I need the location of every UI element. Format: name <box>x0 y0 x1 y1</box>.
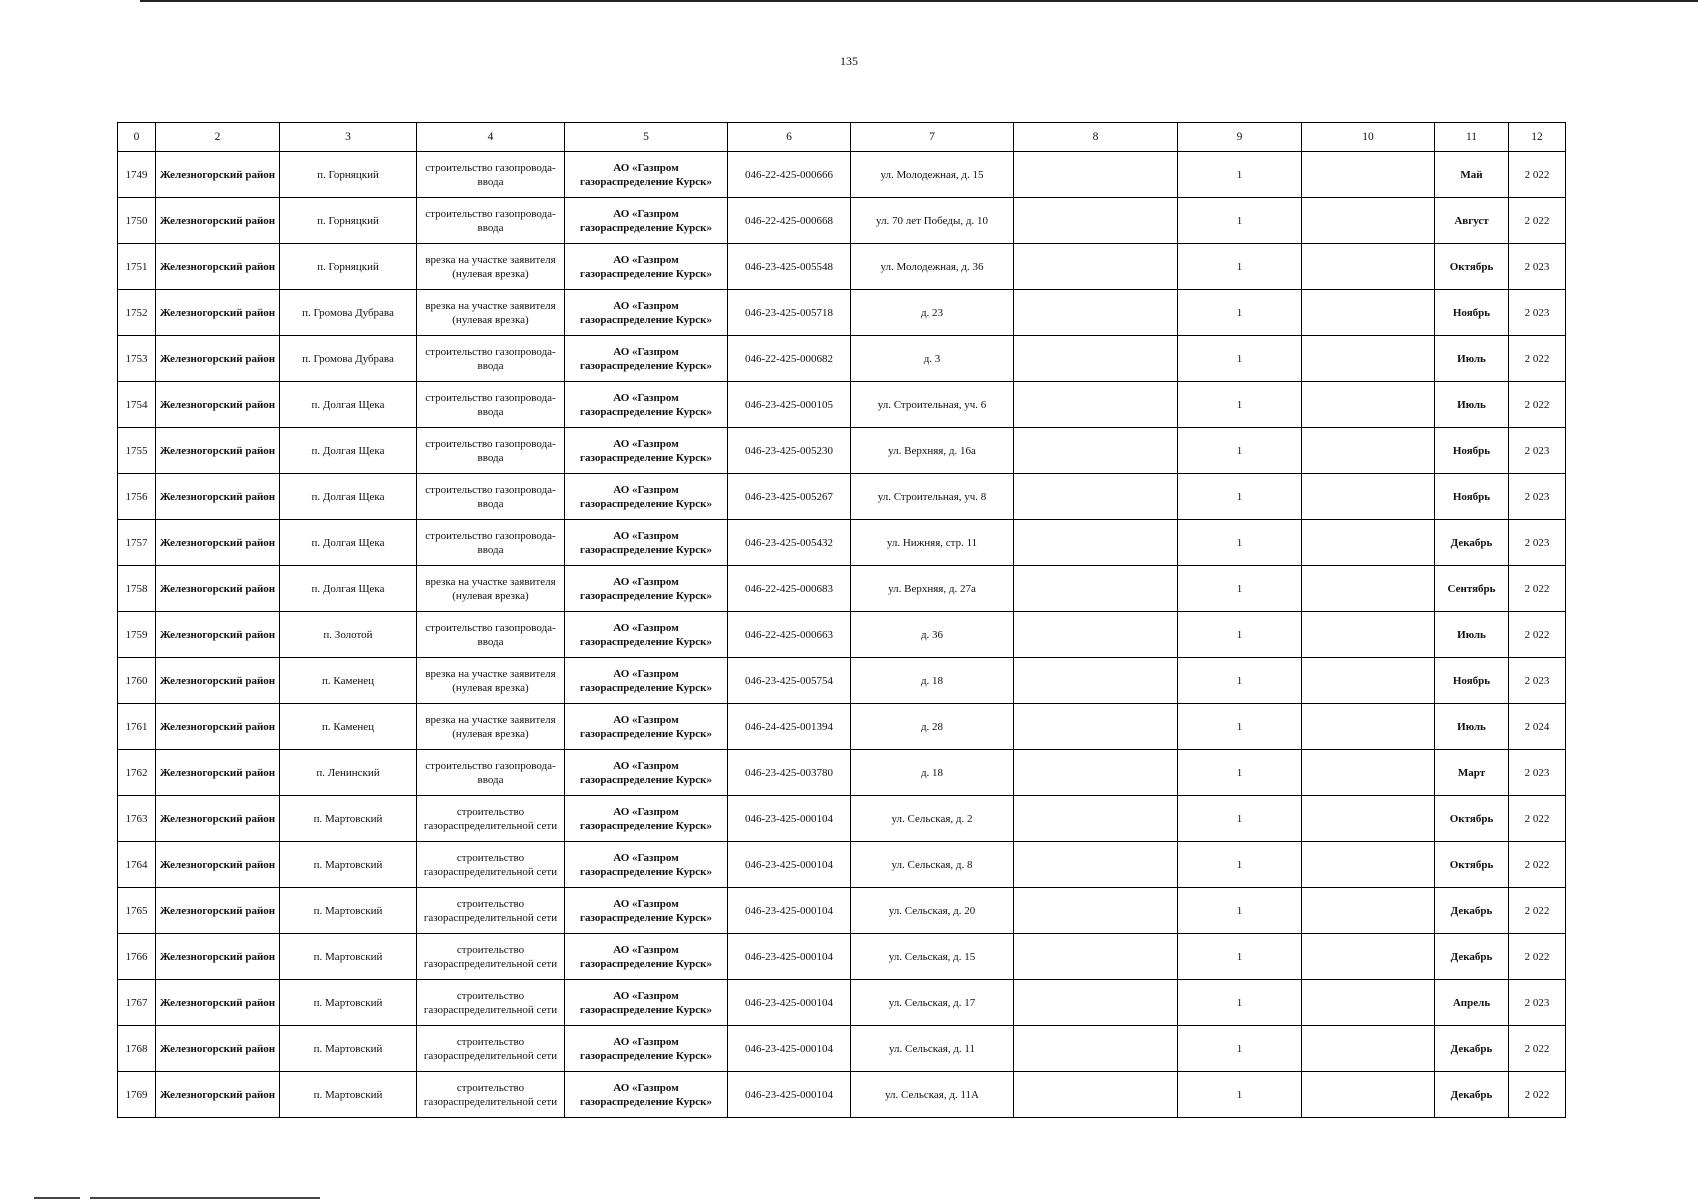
col-10-cell <box>1302 198 1435 244</box>
quantity-cell: 1 <box>1178 566 1302 612</box>
application-number-cell: 046-23-425-000104 <box>728 980 851 1026</box>
col-10-cell <box>1302 888 1435 934</box>
settlement-cell: п. Мартовский <box>280 888 417 934</box>
column-header: 9 <box>1178 123 1302 152</box>
year-cell: 2 023 <box>1509 474 1566 520</box>
month-cell: Декабрь <box>1435 888 1509 934</box>
row-number-cell: 1750 <box>118 198 156 244</box>
col-8-cell <box>1014 336 1178 382</box>
page-number: 135 <box>840 54 858 68</box>
column-header: 7 <box>851 123 1014 152</box>
month-cell: Октябрь <box>1435 842 1509 888</box>
district-cell: Железногорский район <box>156 428 280 474</box>
work-type-cell: строительство газораспределительной сети <box>417 1072 565 1118</box>
col-10-cell <box>1302 842 1435 888</box>
col-8-cell <box>1014 750 1178 796</box>
settlement-cell: п. Каменец <box>280 704 417 750</box>
year-cell: 2 023 <box>1509 428 1566 474</box>
month-cell: Апрель <box>1435 980 1509 1026</box>
col-8-cell <box>1014 796 1178 842</box>
district-cell: Железногорский район <box>156 290 280 336</box>
table-row <box>118 888 1566 934</box>
month-cell: Декабрь <box>1435 1026 1509 1072</box>
work-type-cell: строительство газопровода-ввода <box>417 336 565 382</box>
table-row <box>118 382 1566 428</box>
organization-cell: АО «Газпром газораспределение Курск» <box>565 336 728 382</box>
col-8-cell <box>1014 520 1178 566</box>
col-10-cell <box>1302 658 1435 704</box>
data-table <box>117 122 1566 1118</box>
col-10-cell <box>1302 382 1435 428</box>
district-cell: Железногорский район <box>156 382 280 428</box>
year-cell: 2 022 <box>1509 152 1566 198</box>
year-cell: 2 023 <box>1509 980 1566 1026</box>
top-rule <box>140 0 1698 2</box>
column-header: 10 <box>1302 123 1435 152</box>
settlement-cell: п. Золотой <box>280 612 417 658</box>
table-row <box>118 704 1566 750</box>
col-8-cell <box>1014 888 1178 934</box>
settlement-cell: п. Ленинский <box>280 750 417 796</box>
row-number-cell: 1762 <box>118 750 156 796</box>
address-cell: ул. 70 лет Победы, д. 10 <box>851 198 1014 244</box>
settlement-cell: п. Громова Дубрава <box>280 336 417 382</box>
application-number-cell: 046-22-425-000666 <box>728 152 851 198</box>
work-type-cell: врезка на участке заявителя (нулевая врезка) <box>417 704 565 750</box>
address-cell: ул. Сельская, д. 17 <box>851 980 1014 1026</box>
row-number-cell: 1756 <box>118 474 156 520</box>
work-type-cell: строительство газопровода-ввода <box>417 520 565 566</box>
row-number-cell: 1754 <box>118 382 156 428</box>
col-10-cell <box>1302 244 1435 290</box>
month-cell: Ноябрь <box>1435 428 1509 474</box>
application-number-cell: 046-23-425-000104 <box>728 842 851 888</box>
application-number-cell: 046-22-425-000663 <box>728 612 851 658</box>
quantity-cell: 1 <box>1178 658 1302 704</box>
year-cell: 2 023 <box>1509 244 1566 290</box>
year-cell: 2 024 <box>1509 704 1566 750</box>
quantity-cell: 1 <box>1178 612 1302 658</box>
organization-cell: АО «Газпром газораспределение Курск» <box>565 888 728 934</box>
table-row <box>118 428 1566 474</box>
col-10-cell <box>1302 1026 1435 1072</box>
quantity-cell: 1 <box>1178 1026 1302 1072</box>
application-number-cell: 046-23-425-005432 <box>728 520 851 566</box>
address-cell: ул. Сельская, д. 15 <box>851 934 1014 980</box>
month-cell: Октябрь <box>1435 796 1509 842</box>
district-cell: Железногорский район <box>156 566 280 612</box>
year-cell: 2 022 <box>1509 198 1566 244</box>
col-8-cell <box>1014 428 1178 474</box>
col-10-cell <box>1302 336 1435 382</box>
col-10-cell <box>1302 1072 1435 1118</box>
column-header: 4 <box>417 123 565 152</box>
month-cell: Декабрь <box>1435 934 1509 980</box>
col-10-cell <box>1302 704 1435 750</box>
col-8-cell <box>1014 934 1178 980</box>
district-cell: Железногорский район <box>156 612 280 658</box>
application-number-cell: 046-23-425-000104 <box>728 1072 851 1118</box>
district-cell: Железногорский район <box>156 152 280 198</box>
row-number-cell: 1768 <box>118 1026 156 1072</box>
organization-cell: АО «Газпром газораспределение Курск» <box>565 1072 728 1118</box>
application-number-cell: 046-23-425-000104 <box>728 796 851 842</box>
month-cell: Ноябрь <box>1435 290 1509 336</box>
work-type-cell: врезка на участке заявителя (нулевая врезка) <box>417 658 565 704</box>
address-cell: ул. Строительная, уч. 6 <box>851 382 1014 428</box>
month-cell: Май <box>1435 152 1509 198</box>
year-cell: 2 022 <box>1509 566 1566 612</box>
address-cell: ул. Строительная, уч. 8 <box>851 474 1014 520</box>
col-8-cell <box>1014 244 1178 290</box>
table-row <box>118 658 1566 704</box>
settlement-cell: п. Мартовский <box>280 1072 417 1118</box>
col-10-cell <box>1302 152 1435 198</box>
address-cell: ул. Сельская, д. 8 <box>851 842 1014 888</box>
address-cell: ул. Верхняя, д. 27а <box>851 566 1014 612</box>
address-cell: ул. Сельская, д. 11 <box>851 1026 1014 1072</box>
col-8-cell <box>1014 612 1178 658</box>
row-number-cell: 1769 <box>118 1072 156 1118</box>
quantity-cell: 1 <box>1178 152 1302 198</box>
settlement-cell: п. Мартовский <box>280 980 417 1026</box>
row-number-cell: 1755 <box>118 428 156 474</box>
organization-cell: АО «Газпром газораспределение Курск» <box>565 520 728 566</box>
work-type-cell: врезка на участке заявителя (нулевая врезка) <box>417 290 565 336</box>
organization-cell: АО «Газпром газораспределение Курск» <box>565 152 728 198</box>
application-number-cell: 046-24-425-001394 <box>728 704 851 750</box>
column-header: 0 <box>118 123 156 152</box>
col-8-cell <box>1014 1026 1178 1072</box>
table-row <box>118 474 1566 520</box>
year-cell: 2 023 <box>1509 290 1566 336</box>
settlement-cell: п. Горняцкий <box>280 152 417 198</box>
address-cell: ул. Сельская, д. 20 <box>851 888 1014 934</box>
month-cell: Август <box>1435 198 1509 244</box>
column-header: 8 <box>1014 123 1178 152</box>
col-8-cell <box>1014 704 1178 750</box>
district-cell: Железногорский район <box>156 750 280 796</box>
month-cell: Ноябрь <box>1435 658 1509 704</box>
row-number-cell: 1760 <box>118 658 156 704</box>
table-row <box>118 750 1566 796</box>
quantity-cell: 1 <box>1178 244 1302 290</box>
table-row <box>118 520 1566 566</box>
quantity-cell: 1 <box>1178 382 1302 428</box>
quantity-cell: 1 <box>1178 1072 1302 1118</box>
work-type-cell: строительство газопровода-ввода <box>417 152 565 198</box>
district-cell: Железногорский район <box>156 980 280 1026</box>
application-number-cell: 046-23-425-003780 <box>728 750 851 796</box>
settlement-cell: п. Мартовский <box>280 796 417 842</box>
application-number-cell: 046-23-425-005718 <box>728 290 851 336</box>
row-number-cell: 1767 <box>118 980 156 1026</box>
work-type-cell: строительство газораспределительной сети <box>417 888 565 934</box>
quantity-cell: 1 <box>1178 934 1302 980</box>
month-cell: Март <box>1435 750 1509 796</box>
application-number-cell: 046-23-425-000105 <box>728 382 851 428</box>
work-type-cell: врезка на участке заявителя (нулевая врезка) <box>417 566 565 612</box>
application-number-cell: 046-22-425-000682 <box>728 336 851 382</box>
address-cell: д. 36 <box>851 612 1014 658</box>
quantity-cell: 1 <box>1178 290 1302 336</box>
district-cell: Железногорский район <box>156 336 280 382</box>
settlement-cell: п. Долгая Щека <box>280 382 417 428</box>
district-cell: Железногорский район <box>156 1026 280 1072</box>
organization-cell: АО «Газпром газораспределение Курск» <box>565 980 728 1026</box>
table-row <box>118 1026 1566 1072</box>
col-8-cell <box>1014 980 1178 1026</box>
organization-cell: АО «Газпром газораспределение Курск» <box>565 428 728 474</box>
month-cell: Октябрь <box>1435 244 1509 290</box>
settlement-cell: п. Мартовский <box>280 1026 417 1072</box>
address-cell: ул. Молодежная, д. 36 <box>851 244 1014 290</box>
organization-cell: АО «Газпром газораспределение Курск» <box>565 566 728 612</box>
table-row <box>118 934 1566 980</box>
bottom-rule <box>34 1197 80 1199</box>
column-header: 2 <box>156 123 280 152</box>
work-type-cell: врезка на участке заявителя (нулевая врезка) <box>417 244 565 290</box>
work-type-cell: строительство газопровода-ввода <box>417 612 565 658</box>
address-cell: д. 3 <box>851 336 1014 382</box>
row-number-cell: 1765 <box>118 888 156 934</box>
year-cell: 2 022 <box>1509 934 1566 980</box>
work-type-cell: строительство газораспределительной сети <box>417 934 565 980</box>
row-number-cell: 1766 <box>118 934 156 980</box>
col-10-cell <box>1302 980 1435 1026</box>
application-number-cell: 046-23-425-000104 <box>728 934 851 980</box>
table-row <box>118 980 1566 1026</box>
settlement-cell: п. Долгая Щека <box>280 474 417 520</box>
district-cell: Железногорский район <box>156 1072 280 1118</box>
table-row <box>118 152 1566 198</box>
address-cell: ул. Сельская, д. 11А <box>851 1072 1014 1118</box>
work-type-cell: строительство газопровода-ввода <box>417 198 565 244</box>
district-cell: Железногорский район <box>156 658 280 704</box>
district-cell: Железногорский район <box>156 842 280 888</box>
table-row <box>118 290 1566 336</box>
table-row <box>118 244 1566 290</box>
organization-cell: АО «Газпром газораспределение Курск» <box>565 704 728 750</box>
row-number-cell: 1751 <box>118 244 156 290</box>
work-type-cell: строительство газораспределительной сети <box>417 842 565 888</box>
work-type-cell: строительство газопровода-ввода <box>417 750 565 796</box>
col-8-cell <box>1014 474 1178 520</box>
quantity-cell: 1 <box>1178 980 1302 1026</box>
year-cell: 2 022 <box>1509 1026 1566 1072</box>
work-type-cell: строительство газопровода-ввода <box>417 428 565 474</box>
col-8-cell <box>1014 198 1178 244</box>
column-header: 11 <box>1435 123 1509 152</box>
table-header-row <box>118 123 1566 152</box>
year-cell: 2 022 <box>1509 612 1566 658</box>
month-cell: Июль <box>1435 336 1509 382</box>
col-10-cell <box>1302 796 1435 842</box>
col-10-cell <box>1302 612 1435 658</box>
table-row <box>118 336 1566 382</box>
col-10-cell <box>1302 934 1435 980</box>
application-number-cell: 046-22-425-000683 <box>728 566 851 612</box>
settlement-cell: п. Долгая Щека <box>280 520 417 566</box>
settlement-cell: п. Горняцкий <box>280 244 417 290</box>
row-number-cell: 1761 <box>118 704 156 750</box>
row-number-cell: 1752 <box>118 290 156 336</box>
column-header: 5 <box>565 123 728 152</box>
district-cell: Железногорский район <box>156 198 280 244</box>
address-cell: ул. Нижняя, стр. 11 <box>851 520 1014 566</box>
bottom-rule <box>90 1197 320 1199</box>
year-cell: 2 023 <box>1509 750 1566 796</box>
organization-cell: АО «Газпром газораспределение Курск» <box>565 934 728 980</box>
application-number-cell: 046-23-425-005230 <box>728 428 851 474</box>
col-8-cell <box>1014 1072 1178 1118</box>
year-cell: 2 022 <box>1509 888 1566 934</box>
year-cell: 2 022 <box>1509 796 1566 842</box>
table-row <box>118 1072 1566 1118</box>
col-8-cell <box>1014 658 1178 704</box>
row-number-cell: 1763 <box>118 796 156 842</box>
address-cell: ул. Верхняя, д. 16а <box>851 428 1014 474</box>
organization-cell: АО «Газпром газораспределение Курск» <box>565 796 728 842</box>
year-cell: 2 022 <box>1509 336 1566 382</box>
column-header: 6 <box>728 123 851 152</box>
col-10-cell <box>1302 474 1435 520</box>
month-cell: Июль <box>1435 704 1509 750</box>
settlement-cell: п. Мартовский <box>280 934 417 980</box>
col-8-cell <box>1014 382 1178 428</box>
settlement-cell: п. Горняцкий <box>280 198 417 244</box>
application-number-cell: 046-23-425-005267 <box>728 474 851 520</box>
application-number-cell: 046-23-425-005548 <box>728 244 851 290</box>
quantity-cell: 1 <box>1178 888 1302 934</box>
col-8-cell <box>1014 842 1178 888</box>
quantity-cell: 1 <box>1178 474 1302 520</box>
year-cell: 2 022 <box>1509 382 1566 428</box>
year-cell: 2 023 <box>1509 520 1566 566</box>
year-cell: 2 022 <box>1509 1072 1566 1118</box>
col-8-cell <box>1014 290 1178 336</box>
address-cell: ул. Молодежная, д. 15 <box>851 152 1014 198</box>
row-number-cell: 1749 <box>118 152 156 198</box>
row-number-cell: 1759 <box>118 612 156 658</box>
organization-cell: АО «Газпром газораспределение Курск» <box>565 382 728 428</box>
organization-cell: АО «Газпром газораспределение Курск» <box>565 750 728 796</box>
district-cell: Железногорский район <box>156 474 280 520</box>
column-header: 12 <box>1509 123 1566 152</box>
month-cell: Июль <box>1435 612 1509 658</box>
month-cell: Июль <box>1435 382 1509 428</box>
row-number-cell: 1757 <box>118 520 156 566</box>
address-cell: д. 28 <box>851 704 1014 750</box>
address-cell: д. 23 <box>851 290 1014 336</box>
work-type-cell: строительство газопровода-ввода <box>417 382 565 428</box>
quantity-cell: 1 <box>1178 520 1302 566</box>
col-10-cell <box>1302 428 1435 474</box>
organization-cell: АО «Газпром газораспределение Курск» <box>565 244 728 290</box>
quantity-cell: 1 <box>1178 750 1302 796</box>
quantity-cell: 1 <box>1178 336 1302 382</box>
organization-cell: АО «Газпром газораспределение Курск» <box>565 842 728 888</box>
month-cell: Ноябрь <box>1435 474 1509 520</box>
col-8-cell <box>1014 152 1178 198</box>
address-cell: д. 18 <box>851 658 1014 704</box>
col-10-cell <box>1302 290 1435 336</box>
col-8-cell <box>1014 566 1178 612</box>
month-cell: Декабрь <box>1435 520 1509 566</box>
application-number-cell: 046-23-425-005754 <box>728 658 851 704</box>
application-number-cell: 046-23-425-000104 <box>728 888 851 934</box>
quantity-cell: 1 <box>1178 428 1302 474</box>
table-row <box>118 796 1566 842</box>
work-type-cell: строительство газопровода-ввода <box>417 474 565 520</box>
row-number-cell: 1753 <box>118 336 156 382</box>
quantity-cell: 1 <box>1178 842 1302 888</box>
quantity-cell: 1 <box>1178 198 1302 244</box>
application-number-cell: 046-22-425-000668 <box>728 198 851 244</box>
settlement-cell: п. Громова Дубрава <box>280 290 417 336</box>
table-row <box>118 566 1566 612</box>
organization-cell: АО «Газпром газораспределение Курск» <box>565 198 728 244</box>
year-cell: 2 023 <box>1509 658 1566 704</box>
col-10-cell <box>1302 750 1435 796</box>
settlement-cell: п. Мартовский <box>280 842 417 888</box>
table-row <box>118 612 1566 658</box>
organization-cell: АО «Газпром газораспределение Курск» <box>565 474 728 520</box>
settlement-cell: п. Долгая Щека <box>280 566 417 612</box>
row-number-cell: 1758 <box>118 566 156 612</box>
settlement-cell: п. Каменец <box>280 658 417 704</box>
settlement-cell: п. Долгая Щека <box>280 428 417 474</box>
work-type-cell: строительство газораспределительной сети <box>417 796 565 842</box>
organization-cell: АО «Газпром газораспределение Курск» <box>565 290 728 336</box>
column-header: 3 <box>280 123 417 152</box>
district-cell: Железногорский район <box>156 934 280 980</box>
work-type-cell: строительство газораспределительной сети <box>417 1026 565 1072</box>
table-body <box>118 152 1566 1118</box>
organization-cell: АО «Газпром газораспределение Курск» <box>565 1026 728 1072</box>
application-number-cell: 046-23-425-000104 <box>728 1026 851 1072</box>
district-cell: Железногорский район <box>156 244 280 290</box>
table-row <box>118 842 1566 888</box>
col-10-cell <box>1302 520 1435 566</box>
month-cell: Сентябрь <box>1435 566 1509 612</box>
district-cell: Железногорский район <box>156 520 280 566</box>
district-cell: Железногорский район <box>156 888 280 934</box>
year-cell: 2 022 <box>1509 842 1566 888</box>
work-type-cell: строительство газораспределительной сети <box>417 980 565 1026</box>
address-cell: д. 18 <box>851 750 1014 796</box>
organization-cell: АО «Газпром газораспределение Курск» <box>565 658 728 704</box>
quantity-cell: 1 <box>1178 704 1302 750</box>
quantity-cell: 1 <box>1178 796 1302 842</box>
organization-cell: АО «Газпром газораспределение Курск» <box>565 612 728 658</box>
district-cell: Железногорский район <box>156 704 280 750</box>
row-number-cell: 1764 <box>118 842 156 888</box>
address-cell: ул. Сельская, д. 2 <box>851 796 1014 842</box>
month-cell: Декабрь <box>1435 1072 1509 1118</box>
table-row <box>118 198 1566 244</box>
district-cell: Железногорский район <box>156 796 280 842</box>
col-10-cell <box>1302 566 1435 612</box>
